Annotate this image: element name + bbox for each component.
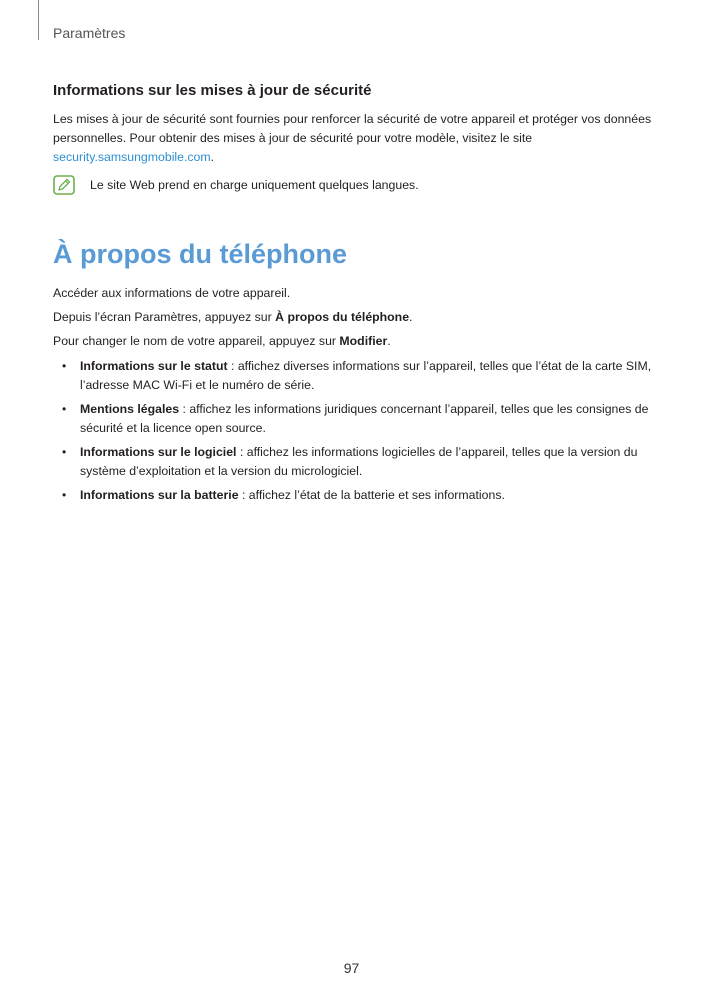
bullet-dot: • [62, 402, 67, 416]
about-intro: Accéder aux informations de votre appareil. [53, 286, 291, 300]
rename-bold: Modifier [339, 334, 388, 348]
bullet-dot: • [62, 359, 67, 373]
section-header: Paramètres [53, 25, 126, 41]
bullet-desc: : affichez les informations logicielles de l’appareil, telles que la version du système d’exploitation et la version du micrologiciel. [80, 445, 638, 478]
list-item [53, 357, 653, 395]
about-bullet-list [53, 357, 653, 505]
note-pencil-icon [53, 175, 75, 195]
security-link[interactable]: security.samsungmobile.com [53, 150, 211, 164]
bullet-term: Informations sur la batterie [80, 488, 239, 502]
rename-suffix: . [387, 334, 391, 348]
bullet-term: Informations sur le statut [80, 359, 228, 373]
header-rule [38, 0, 39, 40]
security-updates-paragraph [53, 110, 653, 167]
list-item [53, 400, 653, 438]
note-text: Le site Web prend en charge uniquement quelques langues. [90, 177, 419, 192]
security-updates-heading: Informations sur les mises à jour de sécurité [53, 82, 372, 99]
bullet-dot: • [62, 445, 67, 459]
rename-prefix: Pour changer le nom de votre appareil, appuyez sur [53, 334, 340, 348]
list-item [53, 486, 653, 505]
bullet-desc: : affichez l’état de la batterie et ses informations. [238, 488, 505, 502]
note-block [53, 175, 653, 195]
about-phone-heading: À propos du téléphone [53, 239, 347, 269]
bullet-dot: • [62, 488, 67, 502]
page-content [53, 82, 653, 510]
bullet-desc: : affichez les informations juridiques concernant l’appareil, telles que les consignes de sécurité et la licence open source. [80, 402, 649, 435]
security-body-part1: Les mises à jour de sécurité sont fournies pour renforcer la sécurité de votre appareil et protéger vos données personnelles. Pour obtenir des mises à jour de sécurité pour votre modèle, visitez le site [53, 112, 652, 145]
list-item [53, 443, 653, 481]
about-rename-instruction [53, 332, 653, 351]
page-number: 97 [343, 960, 360, 976]
bullet-term: Informations sur le logiciel [80, 445, 237, 459]
path-bold: À propos du téléphone [275, 310, 410, 324]
path-suffix: . [409, 310, 413, 324]
bullet-term: Mentions légales [80, 402, 180, 416]
about-path-instruction [53, 308, 653, 327]
security-body-part2: . [210, 150, 215, 164]
path-prefix: Depuis l’écran Paramètres, appuyez sur [53, 310, 276, 324]
bullet-desc: : affichez diverses informations sur l’appareil, telles que l’état de la carte SIM, l’adresse MAC Wi-Fi et le numéro de série. [80, 359, 652, 392]
